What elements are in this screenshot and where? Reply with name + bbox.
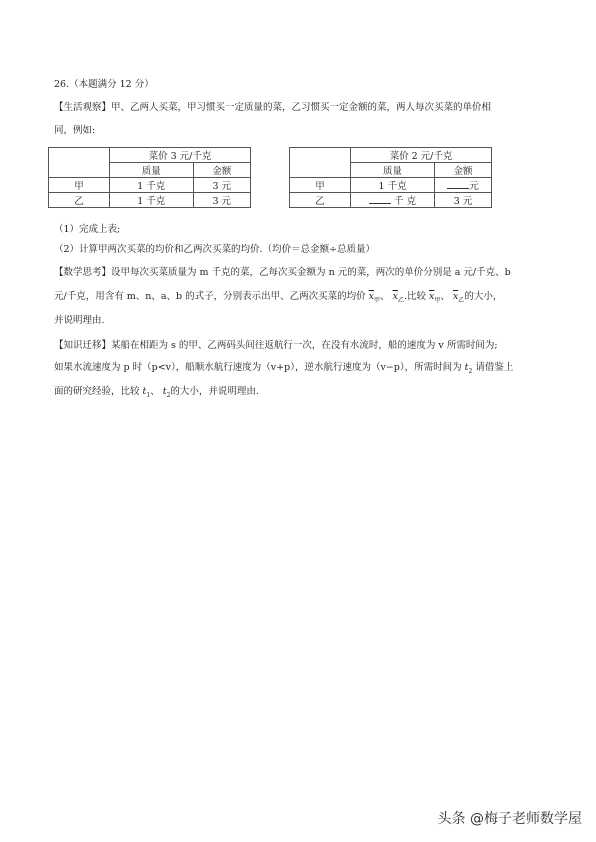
- table1-row-name: 乙: [49, 193, 110, 208]
- mean-symbol-yi: $\overline{x}$: [452, 291, 459, 302]
- question-2: （2）计算甲两次买菜的均价和乙两次买菜的均价.（均价＝总金额÷总质量）: [54, 244, 376, 255]
- transfer-text-post: 的大小，并说明理由.: [170, 386, 259, 397]
- table2-row-name: 乙: [290, 193, 351, 208]
- subscript-yi: 乙: [458, 296, 465, 304]
- watermark: 头条 @梅子老师数学屋: [437, 811, 582, 827]
- transfer-line-3: [54, 385, 259, 402]
- table1-row-mass: 1 千克: [110, 193, 194, 208]
- table1-row-amount: 3 元: [193, 193, 251, 208]
- problem-header: 26.（本题满分 12 分）: [54, 79, 154, 90]
- time-subscript: 2: [468, 367, 473, 375]
- thinking-line-1: 【数学思考】设甲每次买菜质量为 m 千克的菜，乙每次买金额为 n 元的菜，两次的单价分别是 a 元/千克、b: [54, 267, 511, 278]
- unit-label: 元: [469, 181, 479, 192]
- thinking-text-post: 的大小，: [464, 291, 503, 302]
- thinking-text-pre: 元/千克，用含有 m、n、a、b 的式子，分别表示出甲、乙两次买菜的均价: [54, 291, 366, 302]
- price-table-3: [48, 147, 251, 208]
- table2-row-mass: [351, 193, 435, 208]
- table2-corner: [290, 148, 351, 178]
- table1-col-mass: 质量: [110, 163, 194, 178]
- table1-row-name: 甲: [49, 178, 110, 193]
- thinking-line-2: [54, 290, 502, 307]
- table1-row-mass: 1 千克: [110, 178, 194, 193]
- mean-symbol-yi: $\overline{x}$: [392, 291, 398, 302]
- time-symbol: t: [142, 386, 147, 397]
- table2-header: 菜价 2 元/千克: [351, 148, 492, 163]
- thinking-line-3: 并说明理由.: [54, 315, 105, 326]
- subscript-jia: 甲: [434, 296, 441, 304]
- time-symbol: t: [464, 362, 469, 373]
- question-1: （1）完成上表;: [54, 224, 121, 235]
- transfer-text-post: 请借鉴上: [475, 362, 514, 373]
- time-subscript: 2: [166, 391, 171, 399]
- answer-blank[interactable]: [447, 179, 469, 189]
- time-subscript: 1: [146, 391, 151, 399]
- transfer-text-pre: 面的研究经验，比较: [54, 386, 140, 397]
- table2-row-amount: 3 元: [435, 193, 492, 208]
- observation-line-2: 同，例如:: [54, 125, 96, 136]
- table1-col-amount: 金额: [193, 163, 251, 178]
- table1-corner: [49, 148, 110, 178]
- price-table-2: [289, 147, 492, 208]
- separator: 、: [380, 291, 390, 302]
- transfer-text-pre: 如果水流速度为 p 时（p<v），船顺水航行速度为（v+p），逆水航行速度为（v−p），所需时间为: [54, 362, 462, 373]
- table2-col-mass: 质量: [351, 163, 435, 178]
- table1-header: 菜价 3 元/千克: [110, 148, 251, 163]
- table2-row-mass: 1 千克: [351, 178, 435, 193]
- table1-row-amount: 3 元: [193, 178, 251, 193]
- separator: 、: [150, 386, 160, 397]
- observation-line-1: 【生活观察】甲、乙两人买菜，甲习惯买一定质量的菜，乙习惯买一定金额的菜，两人每次买菜的单价相: [54, 102, 492, 113]
- answer-blank[interactable]: [369, 194, 391, 204]
- time-symbol: t: [162, 386, 167, 397]
- table2-row-amount: [435, 178, 492, 193]
- subscript-yi: 乙: [397, 296, 404, 304]
- table2-col-amount: 金额: [435, 163, 492, 178]
- mean-symbol-jia: $\overline{x}$: [368, 291, 375, 302]
- transfer-line-1: 【知识迁移】某船在相距为 s 的甲、乙两码头间往返航行一次，在没有水流时，船的速度为 v 所需时间为;: [54, 340, 498, 351]
- unit-label: 千 克: [394, 196, 417, 207]
- mean-symbol-jia: $\overline{x}$: [429, 291, 435, 302]
- compare-text: .比较: [403, 291, 426, 302]
- transfer-line-2: [54, 361, 513, 378]
- separator: 、: [440, 291, 450, 302]
- table2-row-name: 甲: [290, 178, 351, 193]
- subscript-jia: 甲: [374, 296, 381, 304]
